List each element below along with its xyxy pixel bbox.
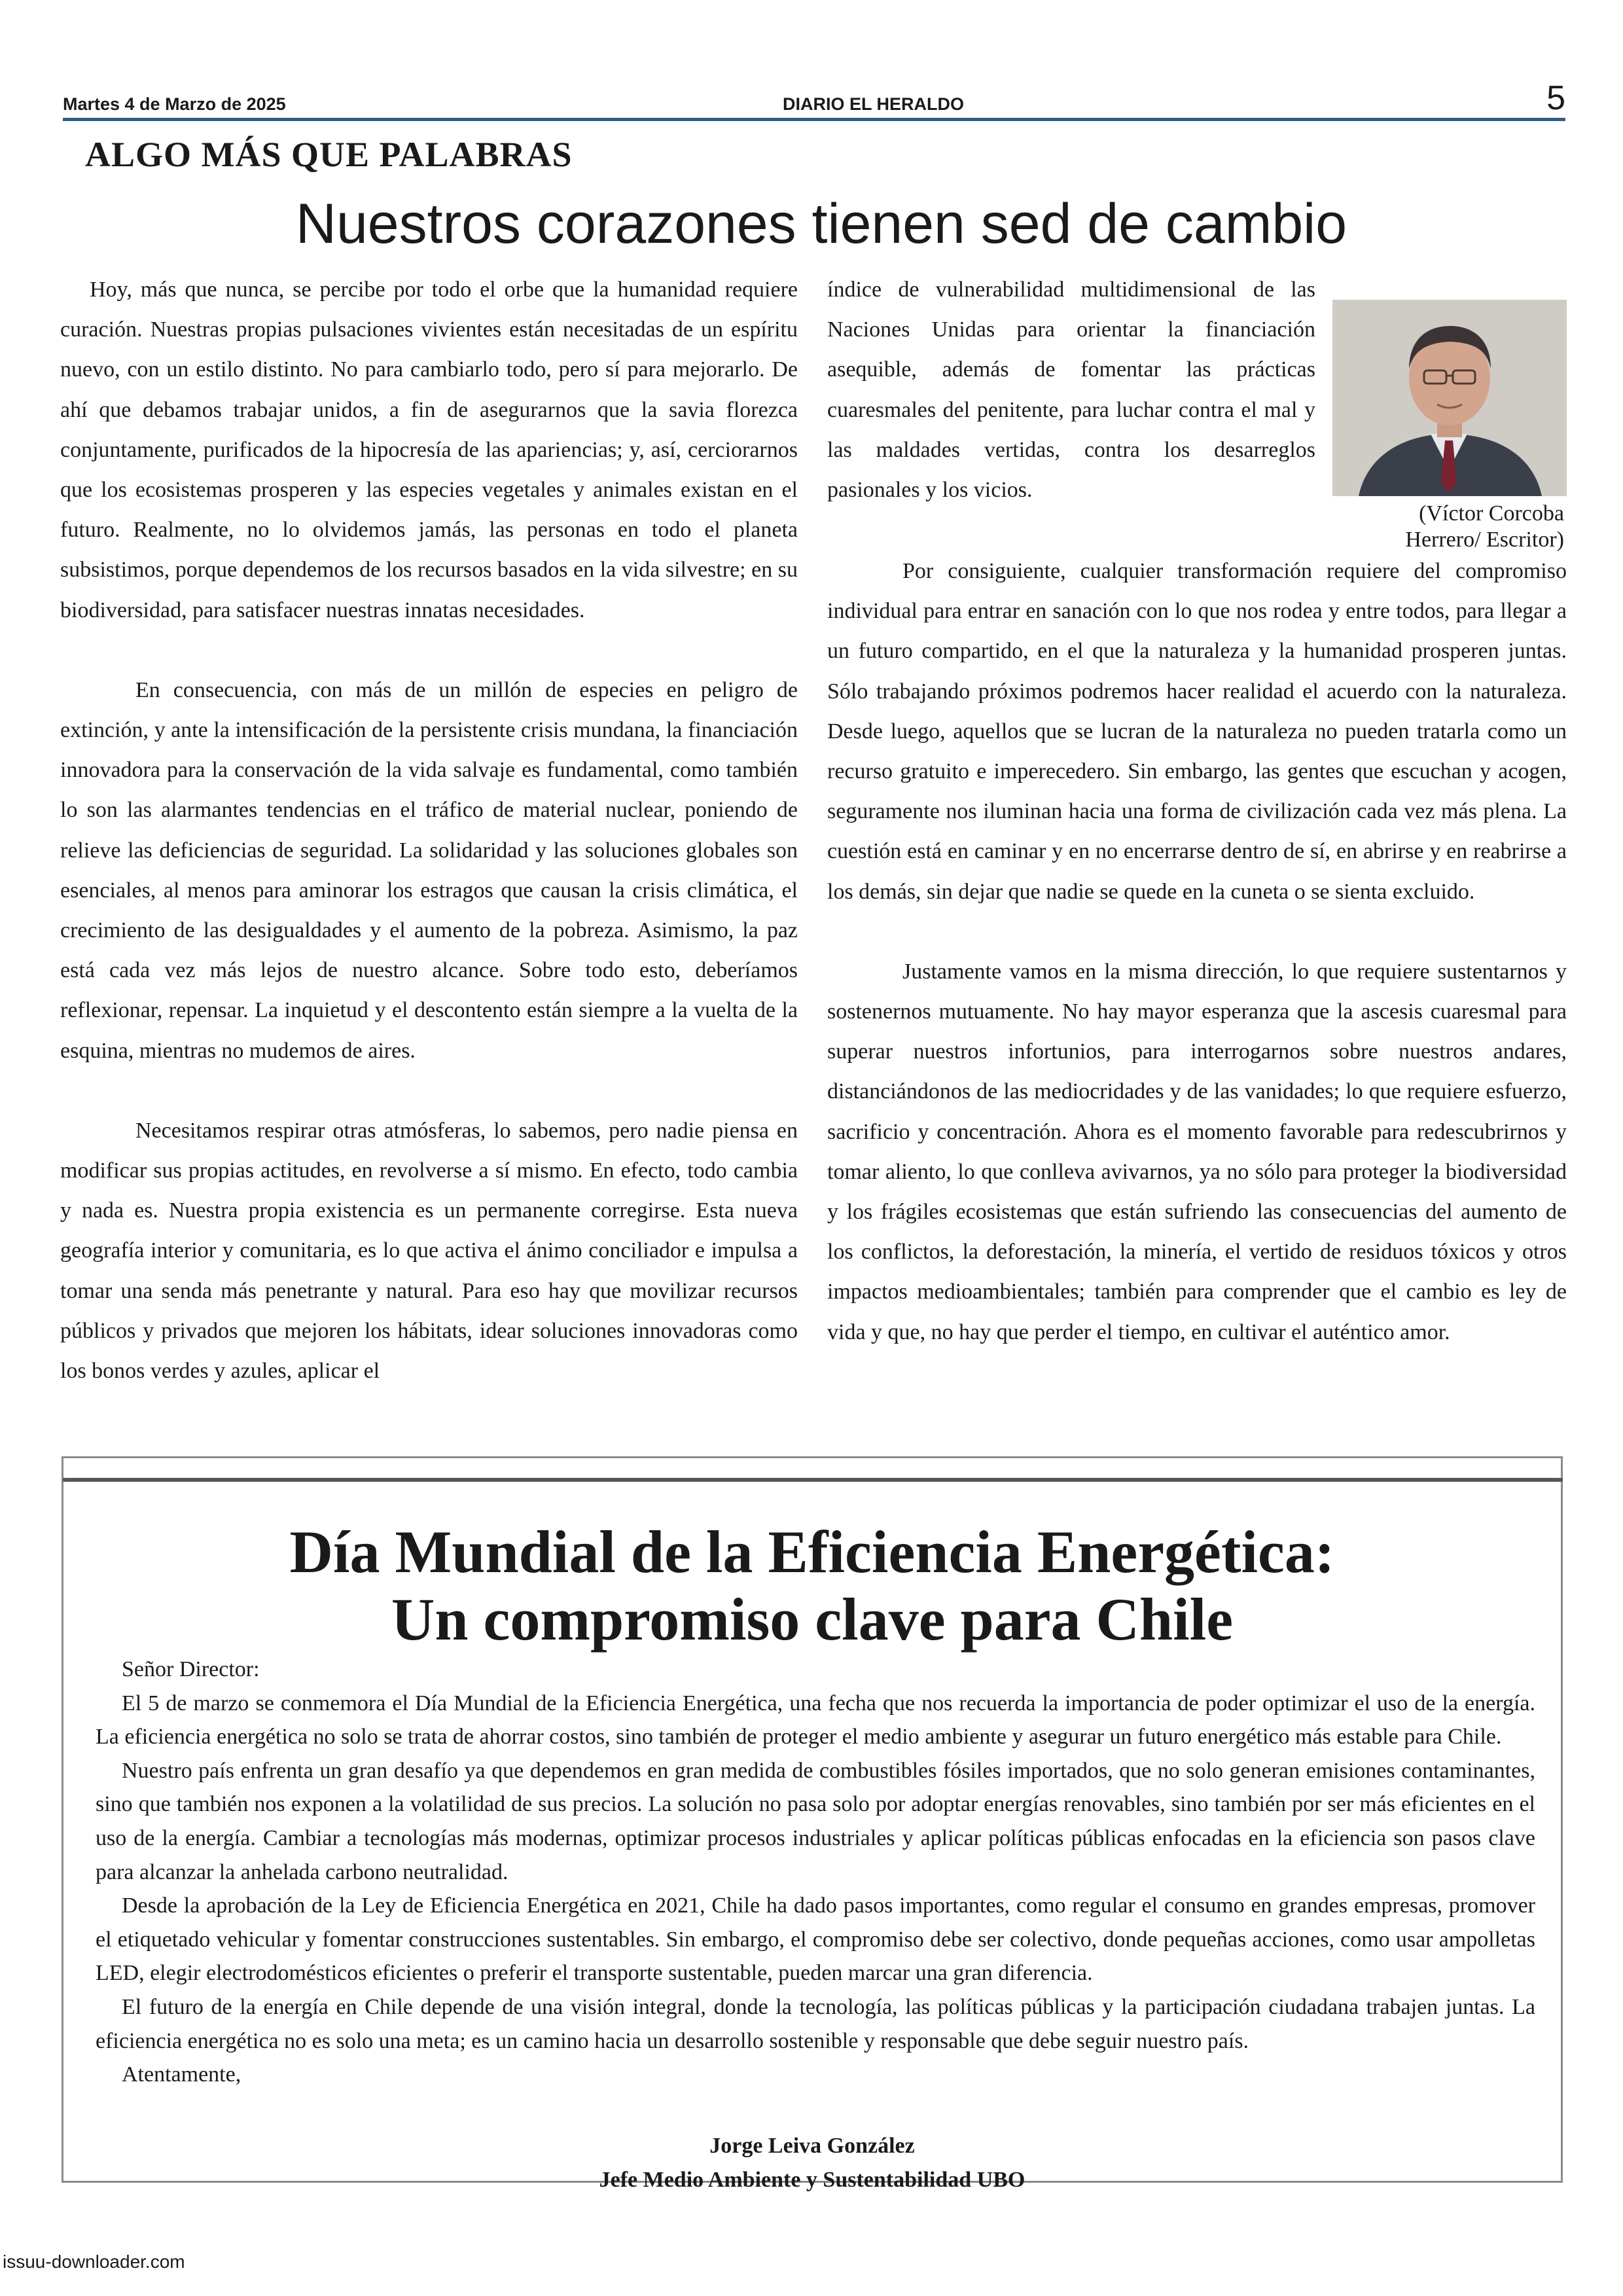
article-paragraph: índice de vulnerabilidad multidimensional de las Naciones Unidas para orientar la financiación asequible, además de fomentar las prácticas cuaresmales del penitente, para luchar contra el mal y las maldades vertidas, contra los desarreglos pasionales y los vicios. [827,278,1315,503]
watermark-text: issuu-downloader.com [3,2251,185,2272]
signature-title: Jefe Medio Ambiente y Sustentabilidad UBO [599,2168,1026,2192]
author-photo [1332,300,1567,496]
signature-name: Jorge Leiva González [709,2134,915,2158]
section-kicker: ALGO MÁS QUE PALABRAS [85,135,573,174]
article-headline: Nuestros corazones tienen sed de cambio [295,192,1347,255]
article-paragraph: En consecuencia, con más de un millón de especies en peligro de extinción, y ante la intensificación de la persistente crisis mundana, la financiación innovadora para la conservación de la vida salvaje es fundamental, como también lo son las alarmantes tendencias en el tráfico de material nuclear, poniendo de relieve las deficiencias de seguridad. La solidaridad y las soluciones globales son esenciales, al menos para aminorar los estragos que causan la crisis climática, el crecimiento de las desigualdades y el aumento de la pobreza. Asimismo, la paz está cada vez más lejos de nuestro alcance. Sobre todo esto, deberíamos reflexionar, repensar. La inquietud y el descontento están siempre a la vuelta de la esquina, mientras no mudemos de aires. [60,677,798,1063]
letter-paragraph: Desde la aprobación de la Ley de Eficiencia Energética en 2021, Chile ha dado pasos importantes, como regular el consumo en grandes empresas, promover el etiquetado vehicular y fomentar construcciones sustentables. Sin embargo, el compromiso debe ser colectivo, donde pequeñas acciones, como usar ampolletas LED, elegir electrodomésticos eficientes o preferir el transporte sustentable, pueden marcar una gran diferencia. [96,1893,1535,1986]
article-column-left [60,270,798,1391]
article-paragraph: Justamente vamos en la misma dirección, lo que requiere sustentarnos y sostenernos mutuamente. No hay mayor esperanza que la ascesis cuaresmal para superar nuestros infortunios, para interrogarnos sobre nuestros andares, distanciándonos de las mediocridades y de las vanidades; lo que requiere esfuerzo, sacrificio y concentración. Ahora es el momento favorable para redescubrirnos y tomar aliento, lo que conlleva avivarnos, ya no sólo para proteger la biodiversidad y los frágiles ecosistemas que están sufriendo las consecuencias del aumento de los conflictos, la deforestación, la minería, el vertido de residuos tóxicos y otros impactos medioambientales; también para comprender que el cambio es ley de vida y que, no hay que perder el tiempo, en cultivar el auténtico amor. [827,959,1567,1344]
article-paragraph: Necesitamos respirar otras atmósferas, lo sabemos, pero nadie piensa en modificar sus propias actitudes, en revolverse a sí mismo. En efecto, todo cambia y nada es. Nuestra propia existencia es un permanente corregirse. Esta nueva geografía interior y comunitaria, es lo que activa el ánimo conciliador e impulsa a tomar una senda más penetrante y natural. Para eso hay que movilizar recursos públicos y privados que mejoren los hábitats, idear soluciones innovadoras como los bonos verdes y azules, aplicar el [60,1118,798,1384]
author-portrait-illustration [1332,300,1567,496]
caption-line: (Víctor Corcoba [1419,501,1564,526]
letter-box-rule [63,1478,1563,1482]
letter-signature [62,2129,1563,2197]
letter-paragraph: El futuro de la energía en Chile depende de una visión integral, donde la tecnología, las políticas públicas y la participación ciudadana trabajen juntas. La eficiencia energética no es solo una meta; es un camino hacia un desarrollo sostenible y responsable que debe seguir nuestro país. [96,1994,1535,2053]
letter-paragraph: El 5 de marzo se conmemora el Día Mundial de la Eficiencia Energética, una fecha que nos recuerda la importancia de poder optimizar el uso de la energía. La eficiencia energética no solo se trata de ahorrar costos, sino también de proteger el medio ambiente y asegurar un futuro energético más estable para Chile. [96,1691,1535,1749]
caption-line: Herrero/ Escritor) [1405,528,1564,552]
letter-body [96,1653,1535,2092]
issue-date: Martes 4 de Marzo de 2025 [63,94,286,114]
letter-paragraph: Nuestro país enfrenta un gran desafío ya que dependemos en gran medida de combustibles fósiles importados, que no solo generan emisiones contaminantes, sino que también nos exponen a la volatilidad de sus precios. La solución no pasa solo por adoptar energías renovables, sino también por ser más eficientes en el uso de la energía. Cambiar a tecnologías más modernas, optimizar procesos industriales y aplicar políticas públicas enfocadas en la eficiencia son pasos clave para alcanzar la anhelada carbono neutralidad. [96,1758,1535,1884]
letter-salutation: Señor Director: [122,1657,260,1681]
photo-caption [1309,501,1564,553]
article-paragraph: Hoy, más que nunca, se percibe por todo el orbe que la humanidad requiere curación. Nuestras propias pulsaciones vivientes están necesitadas de un espíritu nuevo, con un estilo distinto. No para cambiarlo todo, pero sí para mejorarlo. De ahí que debamos trabajar unidos, a fin de asegurarnos que la savia florezca conjuntamente, purificados de la hipocresía de las apariencias; y, así, cerciorarnos que los ecosistemas prosperen y las especies vegetales y animales existan en el futuro. Realmente, no lo olvidemos jamás, las personas en todo el planeta subsistimos, porque dependemos de los recursos basados en la vida silvestre; en su biodiversidad, para satisfacer nuestras innatas necesidades. [60,278,798,622]
newspaper-name: DIARIO EL HERALDO [783,94,965,114]
letter-title-line: Día Mundial de la Eficiencia Energética: [289,1518,1335,1585]
article-column-right-top [827,270,1315,510]
header-rule [63,118,1565,121]
page-header [63,79,1565,119]
article-column-right [827,551,1567,1352]
letter-closing: Atentamente, [122,2062,241,2087]
letter-title [62,1518,1563,1653]
article-paragraph: Por consiguiente, cualquier transformación requiere del compromiso individual para entrar en sanación con lo que nos rodea y entre todos, para llegar a un futuro compartido, en el que la naturaleza y la humanidad prosperen juntas. Sólo trabajando próximos podremos hacer realidad el acuerdo con la naturaleza. Desde luego, aquellos que se lucran de la naturaleza no pueden tratarla como un recurso gratuito e imperecedero. Sin embargo, las gentes que escuchan y acogen, seguramente nos iluminan hacia una forma de civilización cada vez más plena. La cuestión está en caminar y en no encerrarse dentro de sí, en abrirse y en reabrirse a los demás, sin dejar que nadie se quede en la cuneta o se sienta excluido. [827,559,1567,904]
letter-title-line: Un compromiso clave para Chile [391,1586,1234,1653]
page-number: 5 [1546,79,1565,117]
